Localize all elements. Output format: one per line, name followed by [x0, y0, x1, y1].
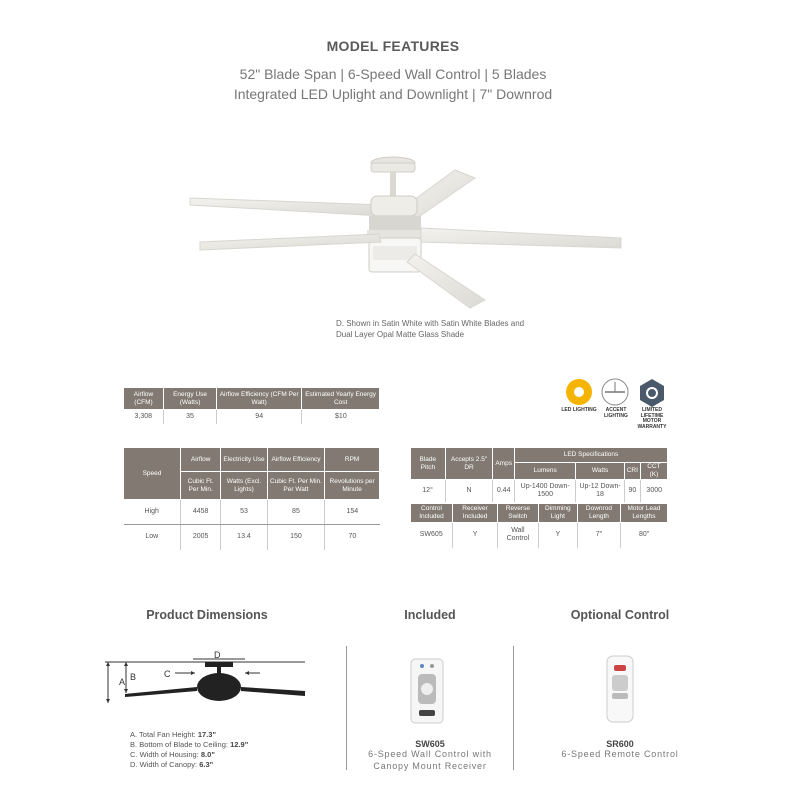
dimension-line: B. Bottom of Blade to Ceiling: 12.9" — [130, 740, 249, 749]
speed-table: Speed Airflow Electricity Use Airflow Efficiency RPM Cubic Ft. Per Min. Watts (Excl. Lights) Cubic Ft. Per Min. Per Watt Revolutions per Minute High 4458 53 85 154 Low 2005 13.4 150 70 — [123, 447, 380, 550]
badge-label: ACCENT LIGHTING — [604, 407, 628, 419]
dimension-line: A. Total Fan Height: 17.3" — [130, 730, 216, 739]
eff-header: Energy Use (Watts) — [164, 388, 217, 410]
speed-header: Speed — [124, 448, 181, 500]
eff-value: $10 — [302, 410, 380, 424]
optional-control-title: Optional Control — [570, 608, 670, 622]
eff-header: Estimated Yearly Energy Cost — [302, 388, 380, 410]
table-row: 12° N 0.44 Up-1400 Down-1500 Up-12 Down-18 90 3000 — [411, 480, 668, 502]
feature-badges — [562, 377, 672, 411]
dimensions-diagram — [105, 645, 310, 710]
included-model: SW605 — [415, 739, 445, 749]
eff-value: 35 — [164, 410, 217, 424]
spec-table: Blade Pitch Accepts 2.5" DR Amps LED Specifications Lumens Watts CRI CCT (K) 12° N 0.44 Up-1400 Down-1500 Up-12 Down-18 90 3000 — [410, 447, 668, 502]
eff-value: 3,308 — [134, 412, 153, 420]
table-row: High 4458 53 85 154 — [124, 500, 380, 525]
divider — [513, 646, 514, 770]
optional-desc: 6-Speed Remote Control — [561, 749, 679, 759]
image-caption: D. Shown in Satin White with Satin White Blades and Dual Layer Opal Matte Glass Shade — [336, 319, 525, 339]
product-dimensions-title: Product Dimensions — [146, 608, 268, 622]
dim-label-a: A — [119, 677, 126, 687]
features-line-2: Integrated LED Uplight and Downlight | 7" Downrod — [233, 86, 553, 102]
dim-label-d: D — [214, 650, 221, 660]
efficiency-table — [123, 387, 380, 424]
dim-label-c: C — [164, 669, 171, 679]
page-title: MODEL FEATURES — [326, 38, 460, 54]
eff-header: Airflow (CFM) — [124, 388, 164, 410]
table-row: SW605 Y Wall Control Y 7" 80" — [411, 523, 668, 548]
eff-value: 94 — [217, 410, 302, 424]
dimension-list — [130, 730, 330, 770]
badge-label: LIMITED LIFETIME MOTOR WARRANTY — [637, 407, 667, 430]
included-desc: Canopy Mount Receiver — [373, 761, 487, 771]
wall-control-image — [410, 658, 444, 724]
spec-table-2: Control Included Receiver Included Reverse Switch Dimming Light Downrod Length Motor Lead Lengths SW605 Y Wall Control Y 7" 80" — [410, 503, 668, 548]
remote-control-image — [604, 655, 636, 723]
features-line-1: 52" Blade Span | 6-Speed Wall Control | 5 Blades — [239, 66, 547, 82]
included-desc: 6-Speed Wall Control with — [368, 749, 492, 759]
included-title: Included — [404, 608, 456, 622]
motor-warranty-icon — [640, 379, 664, 407]
eff-header: Airflow Efficiency (CFM Per Watt) — [217, 388, 302, 410]
ceiling-fan-image — [185, 150, 625, 320]
dimension-line: C. Width of Housing: 8.0" — [130, 750, 215, 759]
dim-label-b: B — [130, 672, 137, 682]
optional-model: SR600 — [606, 739, 634, 749]
dimension-line: D. Width of Canopy: 6.3" — [130, 760, 214, 769]
badge-label: LED LIGHTING — [561, 407, 597, 413]
table-row: Low 2005 13.4 150 70 — [124, 525, 380, 550]
divider — [346, 646, 347, 770]
